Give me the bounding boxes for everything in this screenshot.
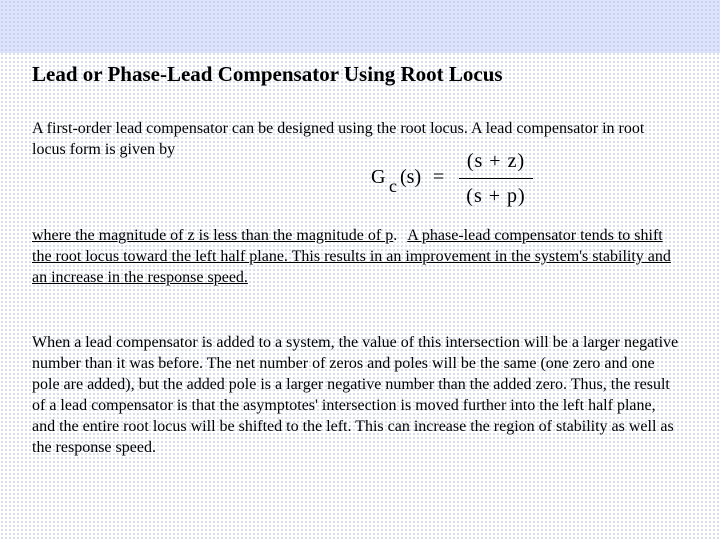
phase-lead-effect: A phase-lead compensator tends to shift the root locus toward the left half plane. This results in an improvement in the system's stability and an increase in the response speed. — [32, 227, 671, 286]
intersection-paragraph: When a lead compensator is added to a system, the value of this intersection will be a larger negative number than it was before. The net number of zeros and poles will be the same (one zero and one pole are added), but the added pole is a larger negative number than the added zero. Thus, the result of a lead compensator is that the asymptotes' intersection is moved further into the left half plane, and the entire root locus will be shifted to the left. This can increase the region of stability as well as the response speed. — [32, 334, 679, 456]
equation-equals: = — [433, 166, 445, 188]
lead-effect-paragraph — [32, 225, 682, 288]
equation-subscript: c — [389, 176, 397, 196]
lead-compensator-equation — [371, 149, 541, 215]
magnitude-period: . — [393, 227, 398, 244]
equation-denominator: (s + p) — [466, 185, 526, 207]
slide-title: Lead or Phase-Lead Compensator Using Root Locus — [32, 62, 503, 86]
fraction-bar — [459, 178, 533, 179]
magnitude-condition: where the magnitude of z is less than the magnitude of p — [32, 227, 394, 244]
equation-argument: (s) — [400, 166, 422, 188]
equation-symbol: G — [371, 166, 386, 188]
equation-numerator: (s + z) — [466, 150, 526, 172]
header-band — [0, 0, 720, 53]
intro-paragraph: A first-order lead compensator can be designed using the root locus. A lead compensator in root locus form is given by — [32, 120, 645, 158]
